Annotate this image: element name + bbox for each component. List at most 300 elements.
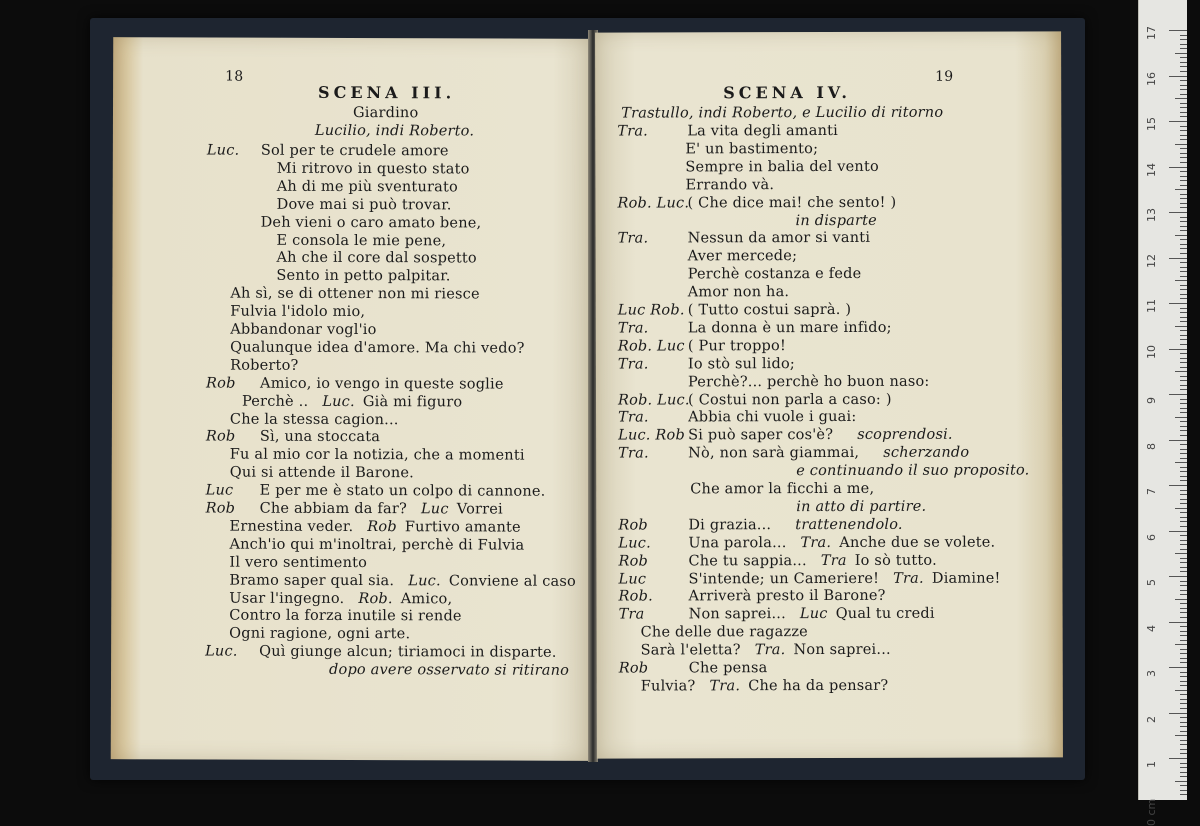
verse-line: Aver mercede; (687, 248, 798, 265)
ruler-tick (1180, 617, 1187, 618)
verse-line: Anch'io qui m'inoltrai, perchè di Fulvia (229, 536, 525, 554)
ruler-tick (1180, 453, 1187, 454)
ruler-tick (1175, 371, 1187, 372)
ruler-tick (1180, 71, 1187, 72)
verse-line: Nò, non sarà giammai, (688, 445, 860, 462)
verse-line: Furtivo amante (404, 519, 521, 536)
ruler-tick (1169, 349, 1187, 350)
verse-line: Amico, (400, 590, 453, 607)
ruler-tick (1180, 248, 1187, 249)
ruler-tick (1180, 480, 1187, 481)
ruler-tick (1180, 458, 1187, 459)
speaker-label: Tra (618, 606, 645, 623)
ruler-tick (1169, 667, 1187, 668)
scene-characters: Lucilio, indi Roberto. (314, 122, 475, 140)
ruler-tick (1180, 717, 1187, 718)
speaker-label: Luc (618, 570, 647, 588)
ruler-number: 14 (1145, 162, 1158, 177)
verse-line: Mi ritrovo in questo stato (276, 160, 470, 178)
speaker-label: Tra (820, 552, 847, 569)
ruler-tick (1180, 35, 1187, 36)
ruler-tick (1180, 512, 1187, 513)
ruler-tick (1175, 735, 1187, 736)
speaker-label: Tra. (618, 445, 649, 462)
ruler-tick (1180, 116, 1187, 117)
speaker-label: Rob (205, 500, 236, 517)
ruler-tick (1180, 430, 1187, 431)
verse-line: Ogni ragione, ogni arte. (229, 625, 411, 643)
ruler-tick (1180, 198, 1187, 199)
stage-direction: dopo avere osservato si ritirano (329, 662, 570, 679)
verse-line: Bramo saper qual sia. (229, 572, 395, 589)
verse-line: Vorrei (456, 501, 503, 518)
ruler-tick (1180, 194, 1187, 195)
verse-line: Fulvia? (640, 678, 696, 695)
ruler-tick (1180, 48, 1187, 49)
ruler-tick (1180, 62, 1187, 63)
ruler-tick (1175, 189, 1187, 190)
scene-title: SCENA III. (318, 82, 456, 103)
verse-line: E per me è stato un colpo di cannone. (259, 482, 546, 500)
ruler-tick (1180, 217, 1187, 218)
ruler-tick (1180, 412, 1187, 413)
speaker-label: Luc. (408, 572, 441, 589)
ruler-tick (1169, 167, 1187, 168)
ruler-tick (1180, 330, 1187, 331)
ruler-tick (1180, 344, 1187, 345)
ruler-number: 0 cm (1145, 798, 1158, 826)
ruler-tick (1180, 39, 1187, 40)
verse-line: Sì, una stoccata (259, 429, 381, 446)
verse-line: Si può saper cos'è? (688, 427, 834, 444)
speaker-label: Tra. (893, 570, 924, 587)
ruler-number: 2 (1145, 715, 1158, 723)
speaker-label: Rob (206, 375, 236, 392)
ruler-tick (1175, 508, 1187, 509)
ruler-tick (1180, 271, 1187, 272)
verse-line: E consola le mie pene, (276, 232, 447, 249)
speaker-label: Luc (205, 482, 234, 499)
ruler-tick (1180, 703, 1187, 704)
ruler-tick (1180, 535, 1187, 536)
verse-line: Di grazia... (688, 516, 772, 534)
ruler-tick (1180, 89, 1187, 90)
verse-line: Sento in petto palpitar. (276, 268, 451, 285)
ruler-tick (1180, 408, 1187, 409)
ruler-tick (1169, 713, 1187, 714)
ruler-tick (1180, 244, 1187, 245)
ruler-tick (1180, 503, 1187, 504)
verse-line: Perchè costanza e fede (687, 266, 862, 283)
ruler-tick (1180, 676, 1187, 677)
ruler-number: 16 (1145, 71, 1158, 86)
ruler-tick (1180, 107, 1187, 108)
ruler-tick (1180, 708, 1187, 709)
verse-line: Dove mai si può trovar. (276, 196, 452, 214)
ruler-tick (1180, 744, 1187, 745)
ruler-tick (1169, 30, 1187, 31)
ruler-tick (1180, 662, 1187, 663)
ruler-tick (1180, 540, 1187, 541)
ruler-tick (1180, 763, 1187, 764)
ruler-tick (1180, 358, 1187, 359)
ruler-tick (1180, 321, 1187, 322)
ruler-tick (1169, 303, 1187, 304)
verse-line: Fulvia l'idolo mio, (230, 303, 366, 321)
verse-line: Nessun da amor si vanti (687, 230, 871, 247)
verse-line: Diamine! (931, 570, 1001, 587)
ruler-tick (1169, 440, 1187, 441)
verse-line: Ah che il core dal sospetto (276, 250, 477, 267)
ruler-tick (1180, 335, 1187, 336)
ruler-tick (1180, 635, 1187, 636)
verse-line: Perchè?... perchè ho buon naso: (687, 373, 930, 390)
ruler-number: 15 (1145, 117, 1158, 131)
verse-line: Deh vieni o caro amato bene, (260, 214, 482, 232)
ruler-tick (1180, 653, 1187, 654)
ruler-tick (1180, 649, 1187, 650)
ruler-tick (1180, 608, 1187, 609)
ruler-tick (1180, 362, 1187, 363)
ruler-tick (1180, 203, 1187, 204)
verse-line: ( Tutto costui saprà. ) (687, 301, 852, 319)
speaker-label: Rob (618, 517, 648, 534)
ruler-tick (1175, 417, 1187, 418)
ruler-tick (1180, 494, 1187, 495)
ruler-tick (1180, 767, 1187, 768)
speaker-label: Rob. Luc. (617, 194, 690, 212)
ruler-tick (1180, 380, 1187, 381)
page-number: 19 (935, 68, 954, 85)
ruler-tick (1180, 148, 1187, 149)
ruler-tick (1180, 239, 1187, 240)
verse-line: Anche due se volete. (839, 534, 996, 551)
verse-line: Che pensa (688, 660, 768, 677)
ruler-tick (1180, 226, 1187, 227)
speaker-label: Rob (618, 660, 649, 677)
ruler-tick (1180, 544, 1187, 545)
ruler-tick (1175, 326, 1187, 327)
verse-line: Abbia chi vuole i guai: (688, 409, 857, 426)
ruler-tick (1180, 253, 1187, 254)
ruler-tick (1175, 144, 1187, 145)
ruler-tick (1175, 462, 1187, 463)
verse-line: Ah di me più sventurato (276, 178, 458, 196)
ruler-tick (1180, 581, 1187, 582)
stage-direction: scoprendosi. (857, 426, 953, 444)
verse-line: Io sò tutto. (854, 552, 937, 569)
ruler-number: 8 (1145, 442, 1158, 450)
speaker-label: Rob (205, 428, 236, 445)
ruler-tick (1175, 644, 1187, 645)
ruler-tick (1180, 308, 1187, 309)
verse-line: ( Costui non parla a caso: ) (687, 391, 892, 408)
ruler-tick (1169, 76, 1187, 77)
ruler-tick (1180, 672, 1187, 673)
ruler-number: 13 (1145, 208, 1158, 222)
ruler-tick (1180, 726, 1187, 727)
ruler-tick (1180, 317, 1187, 318)
ruler-tick (1180, 772, 1187, 773)
speaker-label: Luc. (206, 142, 240, 159)
ruler-tick (1180, 785, 1187, 786)
speaker-label: Tra. (617, 356, 649, 373)
ruler-tick (1180, 490, 1187, 491)
verse-line: Fu al mio cor la notizia, che a momenti (229, 446, 525, 464)
ruler-number: 7 (1145, 488, 1158, 495)
ruler-tick (1180, 612, 1187, 613)
ruler-number: 1 (1145, 761, 1158, 768)
speaker-label: Rob. Luc. (617, 391, 690, 409)
verse-line: Ah sì, se di ottener non mi riesce (230, 285, 480, 303)
ruler-tick (1180, 658, 1187, 659)
verse-line: Abbandonar vogl'io (230, 321, 377, 339)
ruler-tick (1180, 180, 1187, 181)
ruler-tick (1180, 44, 1187, 45)
ruler-tick (1180, 367, 1187, 368)
ruler-tick (1180, 449, 1187, 450)
ruler-tick (1180, 517, 1187, 518)
ruler-tick (1180, 562, 1187, 563)
ruler-tick (1180, 790, 1187, 791)
left-page (111, 37, 592, 761)
ruler-tick (1169, 622, 1187, 623)
verse-line: Qual tu credi (835, 606, 935, 623)
ruler-tick (1180, 162, 1187, 163)
scene-setting: Giardino (352, 105, 419, 122)
verse-line: S'intende; un Cameriere! (688, 570, 880, 587)
ruler-tick (1180, 685, 1187, 686)
ruler-tick (1180, 312, 1187, 313)
ruler-tick (1175, 599, 1187, 600)
verse-line: Che delle due ragazze (640, 624, 808, 641)
ruler-tick (1180, 694, 1187, 695)
verse-line: Non saprei... (793, 641, 891, 659)
ruler-tick (1175, 553, 1187, 554)
speaker-label: Tra. (617, 230, 649, 247)
ruler-tick (1180, 794, 1187, 795)
verse-line: Che la stessa cagion... (229, 411, 399, 428)
ruler-tick (1175, 98, 1187, 99)
ruler-tick (1180, 426, 1187, 427)
ruler-tick (1180, 399, 1187, 400)
ruler-tick (1180, 590, 1187, 591)
ruler-number: 17 (1145, 26, 1158, 40)
verse-line: Qualunque idea d'amore. Ma chi vedo? (230, 339, 525, 357)
ruler-tick (1180, 421, 1187, 422)
ruler-number: 11 (1145, 299, 1158, 313)
ruler-number: 6 (1145, 533, 1158, 541)
ruler-tick (1180, 603, 1187, 604)
ruler-tick (1180, 567, 1187, 568)
ruler-tick (1180, 139, 1187, 140)
verse-line: Amor non ha. (687, 284, 790, 301)
ruler-tick (1169, 758, 1187, 759)
verse-line: Che amor la ficchi a me, (690, 480, 875, 498)
speaker-label: Rob (367, 518, 397, 536)
ruler-tick (1180, 294, 1187, 295)
ruler-tick (1180, 126, 1187, 127)
speaker-label: Luc (420, 501, 449, 518)
ruler-tick (1180, 571, 1187, 572)
ruler-tick (1180, 753, 1187, 754)
verse-line: Roberto? (230, 357, 299, 374)
speaker-label: Rob. (358, 590, 393, 607)
speaker-label: Luc. (322, 393, 355, 410)
speaker-label: Rob (618, 553, 648, 570)
ruler-number: 9 (1145, 397, 1158, 404)
verse-line: Contro la forza inutile si rende (229, 607, 462, 625)
ruler-tick (1180, 221, 1187, 222)
ruler-tick (1180, 626, 1187, 627)
ruler-tick (1175, 235, 1187, 236)
ruler-tick (1180, 731, 1187, 732)
speaker-label: Luc. (618, 535, 651, 552)
verse-line: Perchè .. (241, 393, 309, 410)
ruler-tick (1180, 153, 1187, 154)
ruler-tick (1180, 389, 1187, 390)
verse-line: Usar l'ingegno. (229, 590, 345, 607)
ruler-tick (1169, 121, 1187, 122)
ruler-tick (1175, 690, 1187, 691)
ruler-tick (1180, 435, 1187, 436)
verse-line: Sempre in balia del vento (685, 158, 879, 176)
verse-line: Amico, io vengo in queste soglie (260, 375, 504, 393)
ruler-tick (1169, 576, 1187, 577)
ruler-tick (1169, 485, 1187, 486)
verse-line: La donna è un mare infido; (687, 319, 892, 337)
ruler-tick (1169, 394, 1187, 395)
verse-line: E' un bastimento; (685, 140, 819, 158)
ruler-tick (1169, 212, 1187, 213)
ruler-number: 12 (1145, 253, 1158, 268)
ruler-tick (1180, 130, 1187, 131)
ruler-tick (1180, 135, 1187, 136)
ruler-tick (1175, 781, 1187, 782)
ruler-tick (1180, 699, 1187, 700)
verse-line: Arriverà presto il Barone? (688, 588, 886, 605)
ruler-tick (1180, 185, 1187, 186)
page-number: 18 (225, 68, 244, 85)
ruler-number: 3 (1145, 670, 1158, 677)
verse-line: Che abbiam da far? (259, 500, 407, 518)
ruler-tick (1180, 558, 1187, 559)
ruler-tick (1180, 476, 1187, 477)
verse-line: ( Pur troppo! (687, 337, 787, 355)
ruler-tick (1180, 289, 1187, 290)
ruler-tick (1180, 403, 1187, 404)
ruler-tick (1180, 521, 1187, 522)
ruler-tick (1180, 298, 1187, 299)
ruler-tick (1180, 740, 1187, 741)
right-page (595, 31, 1063, 758)
ruler-tick (1180, 526, 1187, 527)
ruler-tick (1180, 549, 1187, 550)
ruler-tick (1180, 262, 1187, 263)
ruler-tick (1180, 722, 1187, 723)
ruler-tick (1180, 57, 1187, 58)
ruler-tick (1180, 85, 1187, 86)
ruler-tick (1180, 385, 1187, 386)
verse-line: Sol per te crudele amore (260, 142, 449, 160)
ruler-tick (1180, 467, 1187, 468)
ruler-tick (1180, 176, 1187, 177)
ruler-tick (1180, 80, 1187, 81)
speaker-label: Tra. (800, 534, 832, 551)
speaker-label: Tra. (754, 642, 786, 659)
verse-line: Quì giunge alcun; tiriamoci in disparte. (259, 643, 557, 661)
ruler-tick (1180, 157, 1187, 158)
ruler-tick (1180, 230, 1187, 231)
ruler-number: 4 (1145, 624, 1158, 632)
ruler-tick (1180, 471, 1187, 472)
verse-line: Che tu sappia... (688, 552, 807, 569)
ruler-number: 10 (1145, 344, 1158, 359)
ruler-tick (1180, 207, 1187, 208)
stage-direction: scherzando (883, 444, 970, 462)
stage-direction: trattenendolo. (795, 516, 903, 533)
verse-line: Il vero sentimento (229, 554, 368, 571)
speaker-label: Tra. (618, 409, 649, 426)
verse-line: La vita degli amanti (687, 122, 839, 140)
speaker-label: Tra. (709, 678, 741, 695)
ruler-tick (1180, 103, 1187, 104)
verse-line: Già mi figuro (362, 393, 463, 410)
speaker-label: Luc Rob. (617, 302, 685, 319)
verse-line: Errando và. (685, 176, 775, 194)
ruler-tick (1180, 749, 1187, 750)
ruler-tick (1180, 276, 1187, 277)
measurement-ruler (1138, 0, 1187, 826)
ruler-tick (1180, 376, 1187, 377)
ruler-tick (1180, 285, 1187, 286)
verse-line: ( Che dice mai! che sento! ) (687, 194, 897, 211)
ruler-tick (1180, 267, 1187, 268)
speaker-label: Luc. (205, 643, 238, 660)
verse-line: Sarà l'eletta? (640, 642, 741, 659)
speaker-label: Rob. Luc (617, 338, 685, 355)
ruler-tick (1180, 681, 1187, 682)
verse-line: Non saprei... (688, 606, 786, 623)
speaker-label: Tra. (617, 320, 649, 337)
ruler-tick (1180, 112, 1187, 113)
scene-characters: Trastullo, indi Roberto, e Lucilio di ritorno (621, 104, 944, 122)
stage-direction: e continuando il suo proposito. (796, 462, 1030, 480)
ruler-tick (1180, 499, 1187, 500)
ruler-tick (1180, 444, 1187, 445)
ruler-number: 5 (1145, 579, 1158, 586)
speaker-label: Luc. Rob (618, 427, 685, 444)
speaker-label: Luc (799, 606, 828, 623)
ruler-tick (1180, 66, 1187, 67)
ruler-tick (1180, 171, 1187, 172)
ruler-tick (1180, 776, 1187, 777)
ruler-tick (1169, 531, 1187, 532)
ruler-tick (1180, 339, 1187, 340)
stage-direction: in atto di partire. (796, 498, 927, 515)
ruler-tick (1180, 594, 1187, 595)
ruler-tick (1180, 585, 1187, 586)
ruler-tick (1175, 280, 1187, 281)
speaker-label: Rob. (618, 588, 653, 605)
ruler-tick (1180, 631, 1187, 632)
verse-line: Conviene al caso (448, 572, 577, 590)
verse-line: Una parola... (688, 534, 787, 552)
ruler-tick (1175, 53, 1187, 54)
ruler-tick (1180, 353, 1187, 354)
ruler-tick (1169, 258, 1187, 259)
ruler-tick (1180, 640, 1187, 641)
